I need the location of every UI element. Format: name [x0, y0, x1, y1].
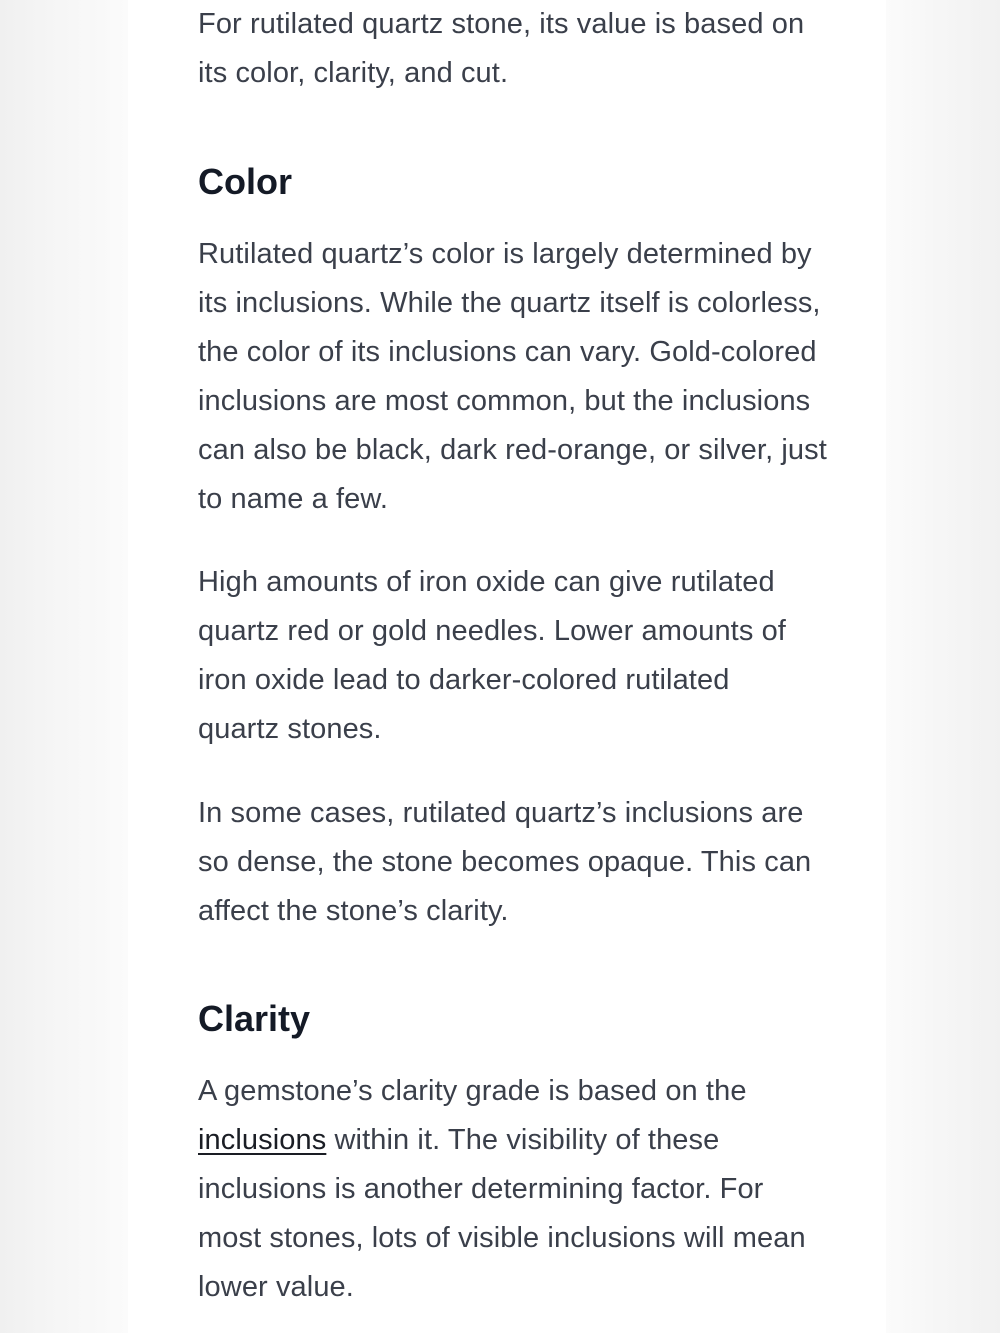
clarity-paragraph: [198, 1067, 823, 1312]
intro-paragraph: For rutilated quartz stone, its value is based on its color, clarity, and cut.: [198, 8, 805, 89]
color-paragraph-1: Rutilated quartz’s color is largely determined by its inclusions. While the quartz itself is colorless, the color of its inclusions can vary. Gold-colored inclusions are most common, but the inclusions can also be black, dark red-orange, or silver, just to name a few.: [198, 238, 827, 515]
clarity-text-after-link: within it. The visibility of these inclusions is another determining factor. For most stones, lots of visible inclusions will mean lower value.: [198, 1124, 806, 1303]
clarity-text-before-link: A gemstone’s clarity grade is based on the: [198, 1075, 747, 1107]
clarity-heading: Clarity: [198, 998, 311, 1039]
inclusions-link[interactable]: inclusions: [198, 1124, 327, 1156]
color-heading: Color: [198, 161, 292, 202]
color-paragraph-3: In some cases, rutilated quartz’s inclusions are so dense, the stone becomes opaque. This can affect the stone’s clarity.: [198, 797, 812, 927]
article-card: [128, 0, 886, 1333]
color-paragraph-2: High amounts of iron oxide can give rutilated quartz red or gold needles. Lower amounts of iron oxide lead to darker-colored rutilated quartz stones.: [198, 566, 786, 745]
